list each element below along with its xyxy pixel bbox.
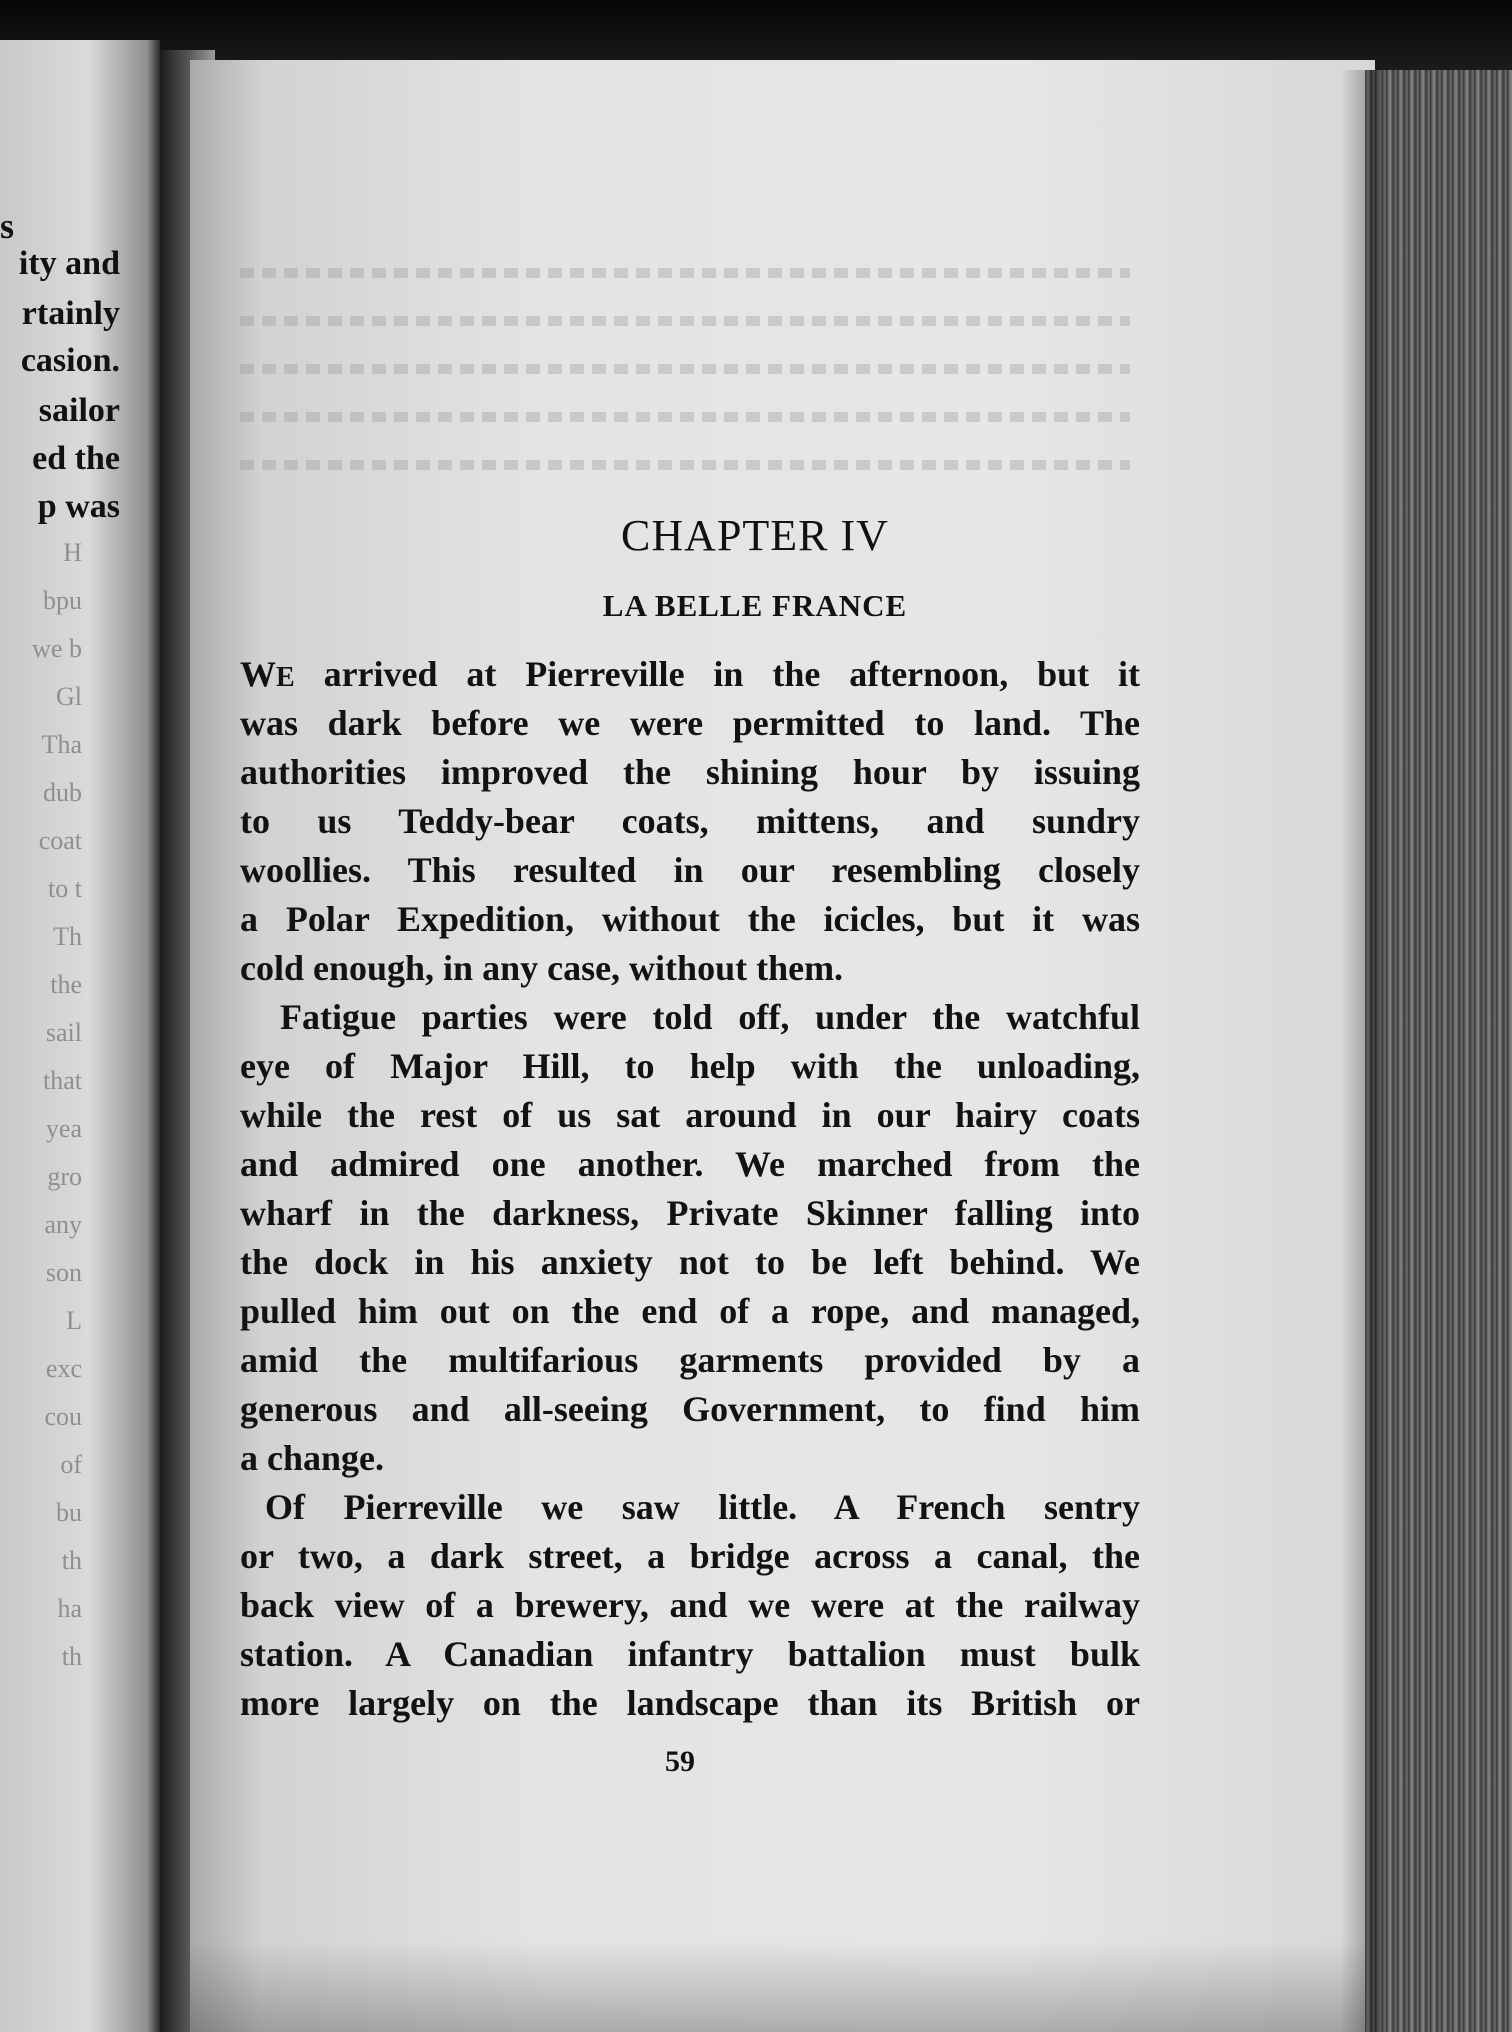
left-page-faint-line: Tha: [41, 730, 82, 759]
left-page-faint-line: bu: [56, 1498, 82, 1527]
page-edges: [1365, 70, 1512, 2032]
body-line-paragraph-start: Of Pierreville we saw little. A French sentry: [265, 1487, 1140, 1527]
body-line: or two, a dark street, a bridge across a canal, the: [240, 1536, 1140, 1576]
left-page-line: ed the: [32, 440, 120, 477]
body-line: eye of Major Hill, to help with the unloading,: [240, 1046, 1140, 1086]
body-line-paragraph-end: a change.: [240, 1438, 384, 1478]
left-page-faint-line: Gl: [56, 682, 82, 711]
page-bottom-shadow: [190, 1940, 1375, 2032]
body-line: the dock in his anxiety not to be left behind. We: [240, 1242, 1140, 1282]
left-page-faint-line: ha: [57, 1594, 82, 1623]
left-page-faint-line: L: [66, 1306, 82, 1335]
left-page-faint-line: H: [63, 538, 82, 567]
bleed-through-line: [240, 316, 1130, 326]
small-cap-letter: E: [276, 662, 295, 693]
body-line: generous and all-seeing Government, to find him: [240, 1389, 1140, 1429]
body-line: was dark before we were permitted to land. The: [240, 703, 1140, 743]
body-line: authorities improved the shining hour by issuing: [240, 752, 1140, 792]
left-page-fragment: [0, 40, 160, 2032]
chapter-subtitle: LA BELLE FRANCE: [602, 588, 908, 623]
left-page-faint-line: th: [61, 1546, 82, 1575]
chapter-title: CHAPTER IV: [621, 511, 889, 560]
body-line: and admired one another. We marched from the: [240, 1144, 1140, 1184]
left-page-faint-line: son: [45, 1258, 82, 1287]
left-page-faint-line: gro: [47, 1162, 82, 1191]
body-line: station. A Canadian infantry battalion must bulk: [240, 1634, 1140, 1674]
left-page-line: p was: [37, 488, 120, 525]
body-line: a Polar Expedition, without the icicles, but it was: [240, 899, 1140, 939]
body-line: pulled him out on the end of a rope, and managed,: [240, 1291, 1140, 1331]
left-page-faint-line: yea: [45, 1114, 82, 1143]
left-page-faint-line: sail: [45, 1018, 82, 1047]
left-page-faint-line: any: [44, 1210, 82, 1239]
body-first-line: [240, 652, 1140, 700]
left-page-line: sailor: [38, 392, 120, 429]
drop-initial: W: [240, 654, 276, 694]
left-page-faint-line: exc: [45, 1354, 82, 1383]
left-page-faint-line: that: [43, 1066, 82, 1095]
left-page-faint-line: the: [50, 970, 82, 999]
left-page-line: casion.: [20, 342, 120, 379]
left-page-faint-line: cou: [44, 1402, 82, 1431]
body-line-paragraph-end: cold enough, in any case, without them.: [240, 948, 844, 988]
body-line: amid the multifarious garments provided by a: [240, 1340, 1140, 1380]
page-number: 59: [665, 1745, 695, 1778]
left-page-faint-line: th: [61, 1642, 82, 1671]
left-page-faint-line: Th: [53, 922, 82, 951]
left-page-faint-line: bpu: [43, 586, 82, 615]
body-line: to us Teddy-bear coats, mittens, and sundry: [240, 801, 1140, 841]
body-line-paragraph-start: Fatigue parties were told off, under the watchful: [280, 997, 1140, 1037]
body-line: while the rest of us sat around in our hairy coats: [240, 1095, 1140, 1135]
bleed-through-line: [240, 460, 1130, 470]
body-line: wharf in the darkness, Private Skinner falling into: [240, 1193, 1140, 1233]
bleed-through-line: [240, 364, 1130, 374]
left-page-faint-line: of: [60, 1450, 82, 1479]
body-line: more largely on the landscape than its British or: [240, 1683, 1140, 1723]
first-line-text: arrived at Pierreville in the afternoon, but it: [294, 654, 1140, 694]
left-page-line: rtainly: [21, 295, 120, 332]
page-edge-shadow: [1340, 70, 1380, 2032]
body-line: woollies. This resulted in our resembling closely: [240, 850, 1140, 890]
bleed-through-running-head: [340, 178, 1140, 210]
bleed-through-line: [240, 268, 1130, 278]
left-page-faint-line: dub: [43, 778, 82, 807]
bleed-through-line: [240, 412, 1130, 422]
body-line: back view of a brewery, and we were at the railway: [240, 1585, 1140, 1625]
left-page-faint-line: we b: [32, 634, 82, 663]
left-page-running-head: s: [0, 206, 15, 246]
left-page-faint-line: coat: [38, 826, 82, 855]
left-page-faint-line: to t: [48, 874, 82, 903]
left-page-line: ity and: [18, 245, 120, 282]
